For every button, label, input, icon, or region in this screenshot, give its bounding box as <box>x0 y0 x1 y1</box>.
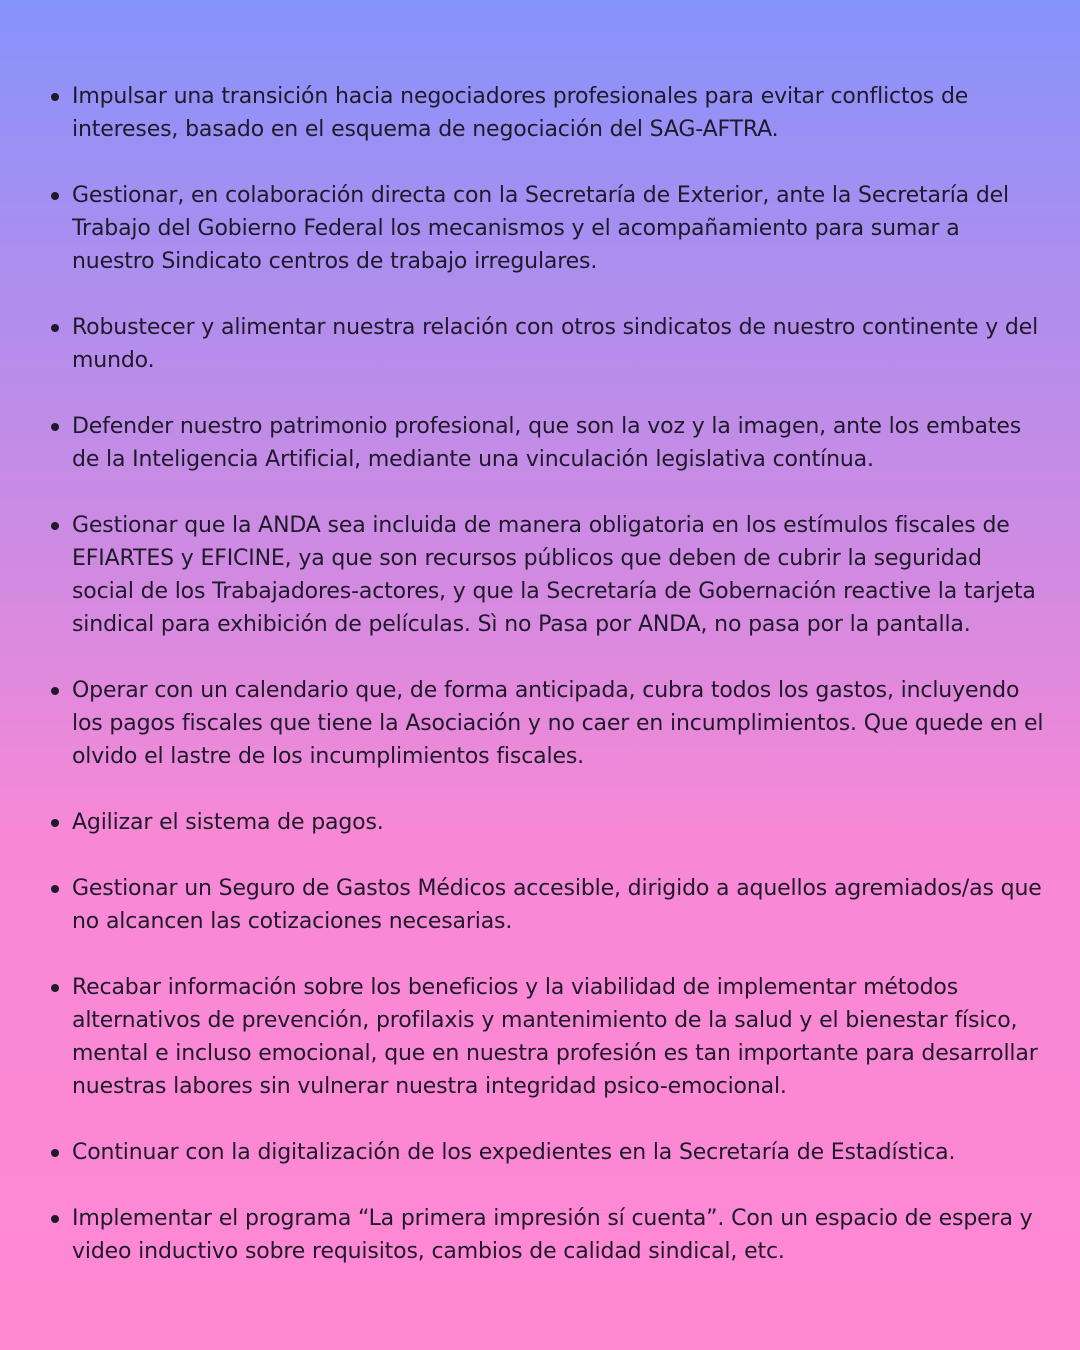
bullet-icon <box>51 324 59 332</box>
list-item <box>50 806 1046 839</box>
list-item-text: Gestionar, en colaboración directa con la Secretaría de Exterior, ante la Secretaría del Trabajo del Gobierno Federal los mecanismos y el acompañamiento para sumar a nuestro Sindicato centros de trabajo irregulares. <box>72 183 1009 274</box>
list-item <box>50 1136 1046 1169</box>
list-item-text: Agilizar el sistema de pagos. <box>72 810 384 835</box>
list-item-text: Impulsar una transición hacia negociadores profesionales para evitar conflictos de intereses, basado en el esquema de negociación del SAG-AFTRA. <box>72 84 969 142</box>
list-item-text: Operar con un calendario que, de forma anticipada, cubra todos los gastos, incluyendo los pagos fiscales que tiene la Asociación y no caer en incumplimientos. Que quede en el olvido el lastre de los incumplimientos fiscales. <box>72 678 1044 769</box>
list-item <box>50 311 1046 377</box>
bullet-icon <box>51 93 59 101</box>
list-item <box>50 674 1046 773</box>
list-item <box>50 509 1046 641</box>
list-item <box>50 971 1046 1103</box>
bullet-list <box>50 80 1046 1268</box>
bullet-icon <box>51 984 59 992</box>
list-item <box>50 1202 1046 1268</box>
list-item-text: Continuar con la digitalización de los expedientes en la Secretaría de Estadística. <box>72 1140 956 1165</box>
bullet-icon <box>51 1215 59 1223</box>
list-item <box>50 80 1046 146</box>
list-item-text: Implementar el programa “La primera impresión sí cuenta”. Con un espacio de espera y video inductivo sobre requisitos, cambios de calidad sindical, etc. <box>72 1206 1033 1264</box>
list-item-text: Defender nuestro patrimonio profesional, que son la voz y la imagen, ante los embates de la Inteligencia Artificial, mediante una vinculación legislativa contínua. <box>72 414 1022 472</box>
bullet-icon <box>51 885 59 893</box>
list-item <box>50 872 1046 938</box>
bullet-icon <box>51 819 59 827</box>
list-item-text: Gestionar un Seguro de Gastos Médicos accesible, dirigido a aquellos agremiados/as que no alcancen las cotizaciones necesarias. <box>72 876 1042 934</box>
bullet-icon <box>51 522 59 530</box>
list-item-text: Recabar información sobre los beneficios y la viabilidad de implementar métodos alternativos de prevención, profilaxis y mantenimiento de la salud y el bienestar físico, mental e incluso emocional, que en nuestra profesión es tan importante para desarrollar nuestras labores sin vulnerar nuestra integridad psico-emocional. <box>72 975 1038 1099</box>
list-item-text: Robustecer y alimentar nuestra relación con otros sindicatos de nuestro continente y del mundo. <box>72 315 1039 373</box>
list-item <box>50 410 1046 476</box>
bullet-icon <box>51 423 59 431</box>
bullet-icon <box>51 192 59 200</box>
bullet-icon <box>51 1149 59 1157</box>
list-item <box>50 179 1046 278</box>
bullet-icon <box>51 687 59 695</box>
list-item-text: Gestionar que la ANDA sea incluida de manera obligatoria en los estímulos fiscales de EFIARTES y EFICINE, ya que son recursos públicos que deben de cubrir la seguridad social de los Trabajadores-actores, y que la Secretaría de Gobernación reactive la tarjeta sindical para exhibición de películas. Sì no Pasa por ANDA, no pasa por la pantalla. <box>72 513 1036 637</box>
